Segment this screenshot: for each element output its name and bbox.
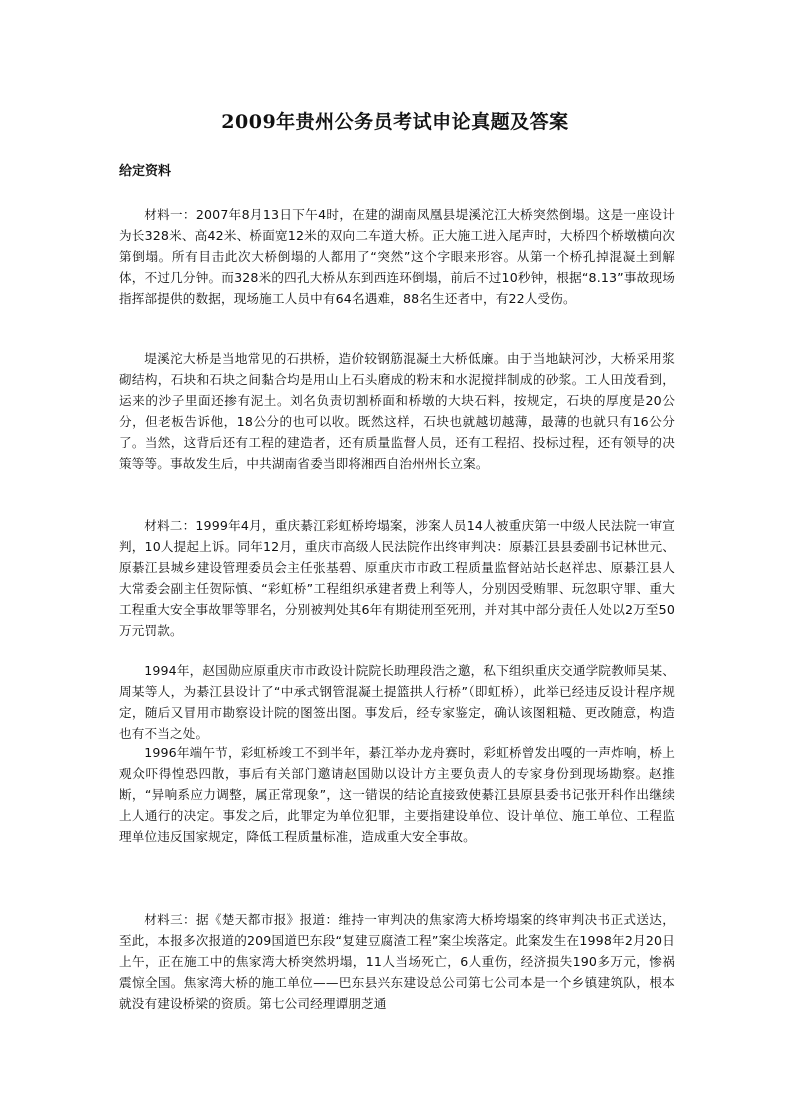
paragraph-design-1994: 1994年，赵国勋应原重庆市市政设计院院长助理段浩之邀，私下组织重庆交通学院教师吴某、周某等人，为綦江县设计了“中承式钢管混凝土提篮拱人行桥”（即虹桥），此举已经违反设计程序规定，随后又冒用市勘察设计院的图签出图。事发后，经专家鉴定，确认该图粗糙、更改随意，构造也有不当之处。 [119,663,675,741]
paragraph-material-1: 材料一：2007年8月13日下午4时，在建的湖南凤凰县堤溪沱江大桥突然倒塌。这是一座设计为长328米、高42米、桥面宽12米的双向二车道大桥。正大施工进入尾声时，大桥四个桥墩横向次第倒塌。所有目击此次大桥倒塌的人都用了“突然”这个字眼来形容。从第一个桥孔掉混凝土到解体，不过几分钟。而328米的四孔大桥从东到西连环倒塌，前后不过10秒钟，根据“8.13”事故现场指挥部提供的数据，现场施工人员中有64名遇难，88名生还者中，有22人受伤。 [119,207,675,306]
paragraph-material-3: 材料三：据《楚天都市报》报道：维持一审判决的焦家湾大桥垮塌案的终审判决书正式送达，至此，本报多次报道的209国道巴东段“复建豆腐渣工程”案尘埃落定。此案发生在1998年2月20日上午，正在施工中的焦家湾大桥突然坍塌，11人当场死亡，6人重伤，经济损失190多万元，惨祸震惊全国。焦家湾大桥的施工单位——巴东县兴东建设总公司第七公司本是一个乡镇建筑队，根本就没有建设桥梁的资质。第七公司经理谭朋芝通 [119,912,675,1011]
section-heading: 给定资料 [119,164,172,179]
paragraph-material-2: 材料二：1999年4月，重庆綦江彩虹桥垮塌案，涉案人员14人被重庆第一中级人民法院一审宣判，10人提起上诉。同年12月，重庆市高级人民法院作出终审判决：原綦江县县委副书记林世元、原綦江县城乡建设管理委员会主任张基碧、原重庆市市政工程质量监督站站长赵祥忠、原綦江县人大常委会副主任贺际慎、“彩虹桥”工程组织承建者费上利等人，分别因受贿罪、玩忽职守罪、重大工程重大安全事故罪等罪名，分别被判处其6年有期徒刑至死刑，并对其中部分责任人处以2万至50万元罚款。 [119,518,675,638]
document-title: 2009年贵州公务员考试申论真题及答案 [221,111,569,133]
paragraph-bridge-construction: 堤溪沱大桥是当地常见的石拱桥，造价较钢筋混凝土大桥低廉。由于当地缺河沙，大桥采用浆砌结构，石块和石块之间黏合均是用山上石头磨成的粉末和水泥搅拌制成的砂浆。工人田茂看到，运来的沙子里面还掺有泥土。刘名负责切割桥面和桥墩的大块石料，按规定，石块的厚度是20公分，但老板告诉他，18公分的也可以收。既然这样，石块也就越切越薄，最薄的也就只有16公分了。当然，这背后还有工程的建造者，还有质量监督人员，还有工程招、投标过程，还有领导的决策等等。事故发生后，中共湖南省委当即将湘西自治州州长立案。 [119,351,675,471]
paragraph-dragon-boat-1996: 1996年端午节，彩虹桥竣工不到半年，綦江举办龙舟赛时，彩虹桥曾发出嘎的一声炸响，桥上观众吓得惶恐四散，事后有关部门邀请赵国勋以设计方主要负责人的专家身份到现场勘察。赵推断，“异响系应力调整，属正常现象”，这一错误的结论直接致使綦江县原县委书记张开科作出继续上人通行的决定。事发之后，此罪定为单位犯罪，主要指建设单位、设计单位、施工单位、工程监理单位违反国家规定，降低工程质量标准，造成重大安全事故。 [119,745,675,844]
